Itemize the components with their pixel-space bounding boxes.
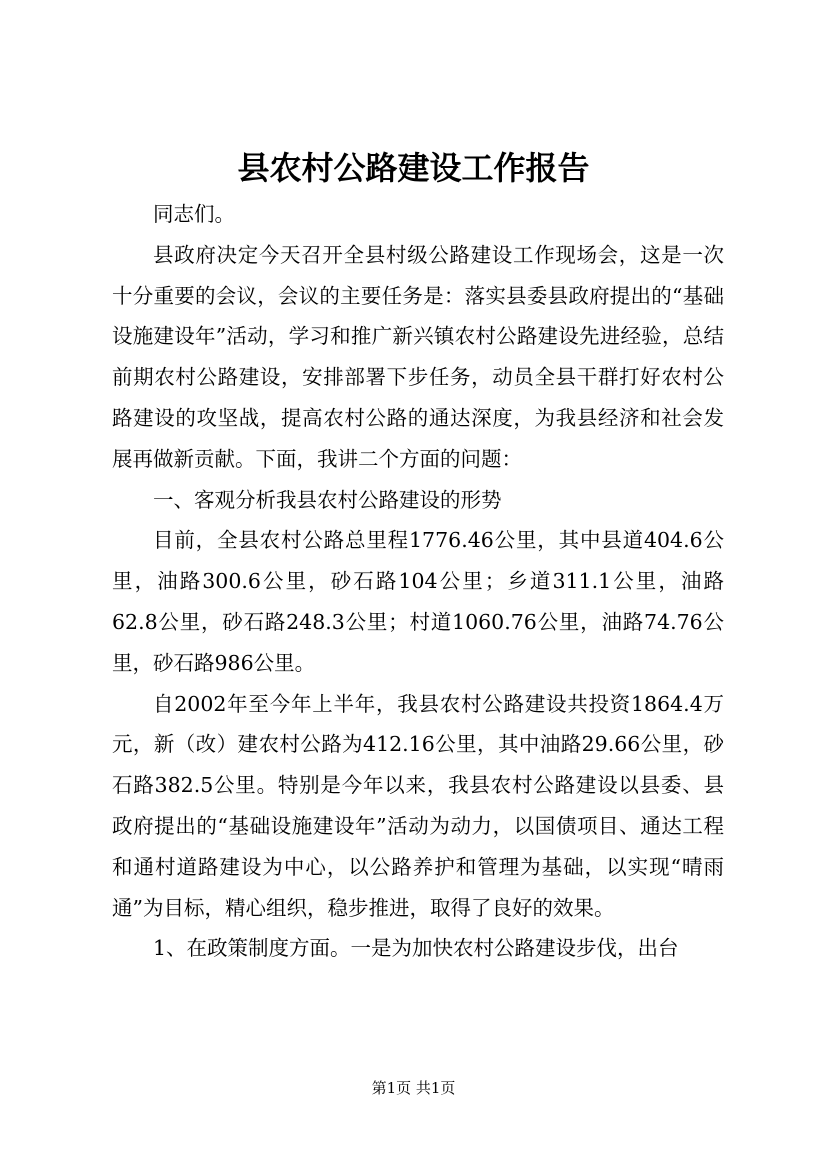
investment-paragraph: 自2002年至今年上半年，我县农村公路建设共投资1864.4万元，新（改）建农村公路为412.16公里，其中油路29.66公里，砂石路382.5公里。特别是今年以来，我县农村公路建设以县委、县政府提出的“基础设施建设年”活动为动力，以国债项目、通达工程和通村道路建设为中心，以公路养护和管理为基础，以实现“晴雨通”为目标，精心组织，稳步推进，取得了良好的效果。 <box>112 691 724 920</box>
policy-paragraph: 1、在政策制度方面。一是为加快农村公路建设步伐，出台 <box>153 936 679 961</box>
document-title: 县农村公路建设工作报告 <box>237 149 590 187</box>
document-body <box>112 194 724 969</box>
mileage-paragraph: 目前，全县农村公路总里程1776.46公里，其中县道404.6公里，油路300.6公里，砂石路104公里；乡道311.1公里，油路62.8公里，砂石路248.3公里；村道1060.76公里，油路74.76公里，砂石路986公里。 <box>112 528 724 675</box>
intro-paragraph: 县政府决定今天召开全县村级公路建设工作现场会，这是一次十分重要的会议，会议的主要任务是：落实县委县政府提出的“基础设施建设年”活动，学习和推广新兴镇农村公路建设先进经验，总结前期农村公路建设，安排部署下步任务，动员全县干群打好农村公路建设的攻坚战，提高农村公路的通达深度，为我县经济和社会发展再做新贡献。下面，我讲二个方面的问题： <box>112 242 724 471</box>
page-footer: 第1页 共1页 <box>371 1079 456 1097</box>
salutation-paragraph: 同志们。 <box>153 202 235 226</box>
section-heading: 一、客观分析我县农村公路建设的形势 <box>153 487 502 512</box>
